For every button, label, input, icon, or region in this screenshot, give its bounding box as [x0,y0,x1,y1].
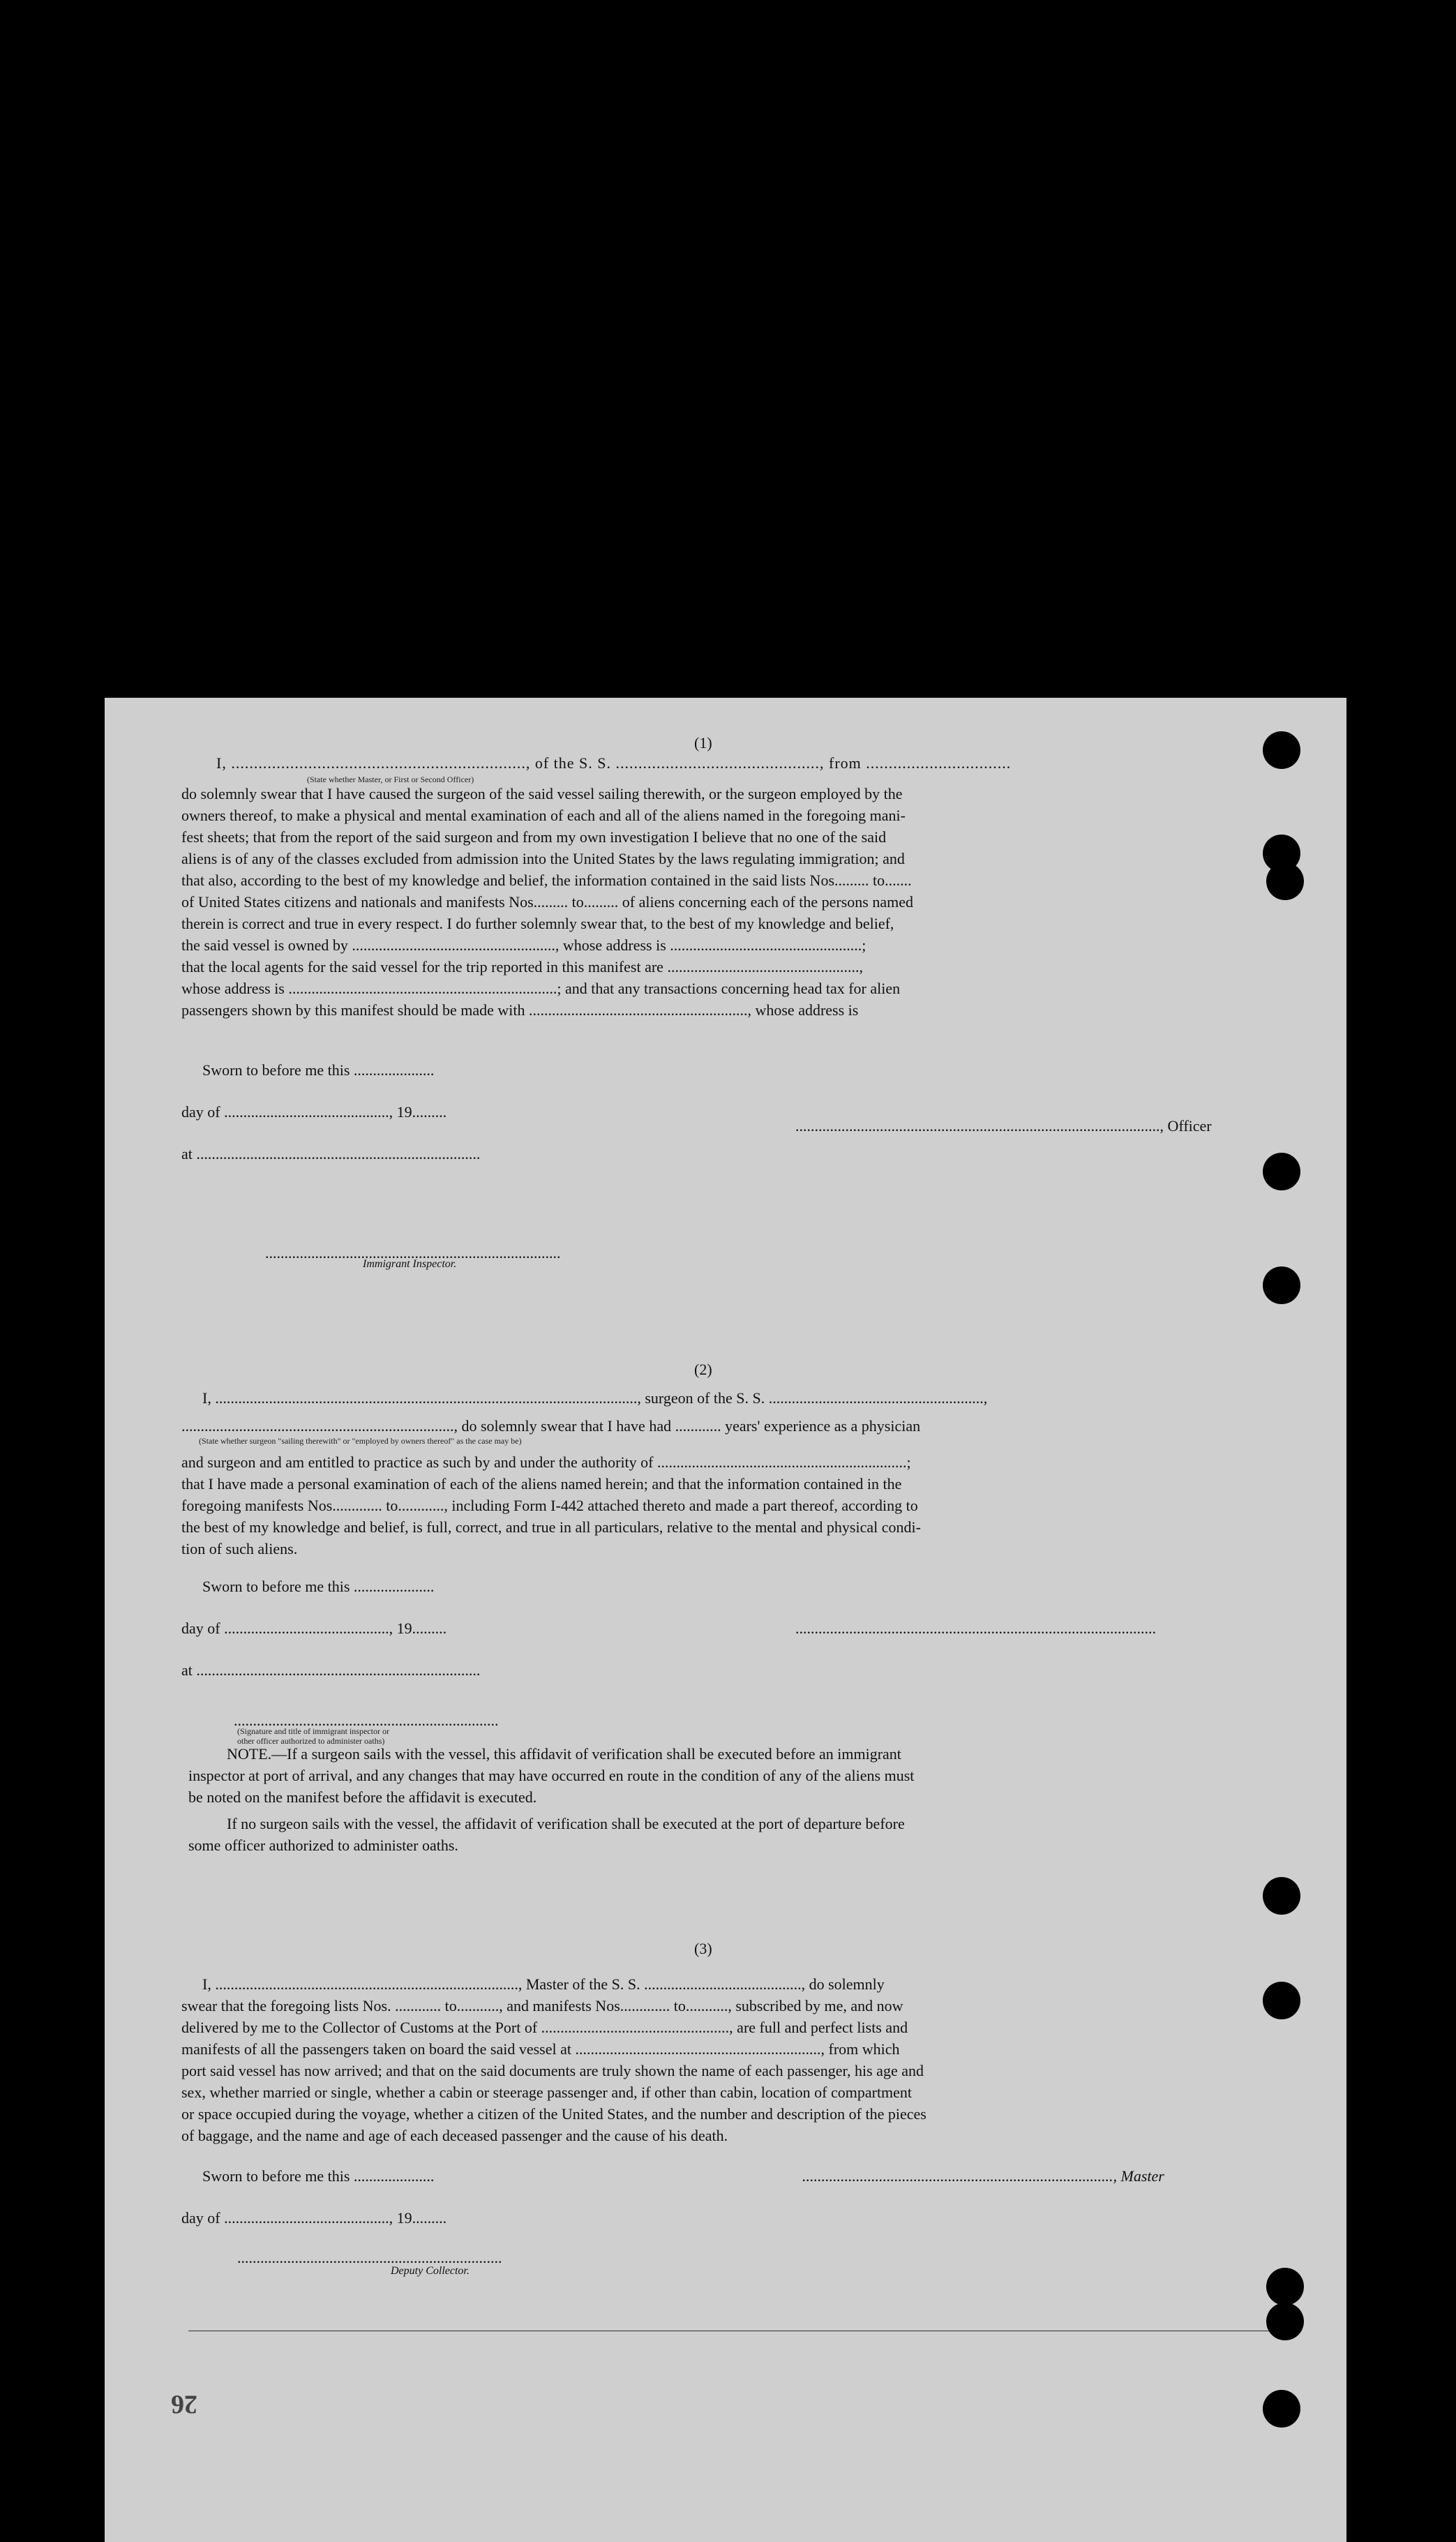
section2-oath-line: I, .............................................................................................................., surgeon of the S. S. ........................................................, [202,1389,988,1407]
section2-swear-line: ......................................................................., do solemnly swear that I have had ............ years' experience as a physician [181,1417,921,1435]
section1-line: therein is correct and true in every respect. I do further solemnly swear that, to the best of my knowledge and belief, [181,915,894,932]
binder-hole [1263,1982,1300,2019]
section2-line: tion of such aliens. [181,1540,298,1557]
binder-hole [1266,862,1304,900]
section3-line: manifests of all the passengers taken on board the said vessel at ................................................................, from which [181,2040,900,2058]
note-line: some officer authorized to administer oaths. [188,1837,458,1854]
section1-line: that the local agents for the said vessel for the trip reported in this manifest are .................................................., [181,958,863,975]
section3-line: I, ..............................................................................., Master of the S. S. ........................................., do solemnly [202,1975,885,1993]
section3-day: day of ..........................................., 19......... [181,2209,447,2227]
section1-line: owners thereof, to make a physical and mental examination of each and all of the aliens named in the foregoing mani- [181,807,906,824]
section1-line: aliens is of any of the classes excluded from admission into the United States by the laws regulating immigration; and [181,850,905,867]
section3-collector-label: Deputy Collector. [391,2265,470,2277]
section1-line: the said vessel is owned by ....................................................., whose address is ..................................................; [181,936,866,954]
section3-line: delivered by me to the Collector of Customs at the Port of ................................................., are full and perfect lists and [181,2019,908,2036]
section2-surgeon-note: (State whether surgeon "sailing therewith" or "employed by owners thereof" as the case may be) [199,1436,522,1446]
section3-line: of baggage, and the name and age of each deceased passenger and the cause of his death. [181,2127,728,2144]
binder-hole [1263,731,1300,769]
section1-at: at .......................................................................... [181,1145,481,1162]
section1-line: do solemnly swear that I have caused the surgeon of the said vessel sailing therewith, or the surgeon employed by the [181,785,903,802]
section2-signature-note-2: other officer authorized to administer oaths) [237,1736,385,1746]
section3-line: port said vessel has now arrived; and that on the said documents are truly shown the name of each passenger, his age and [181,2062,924,2079]
section1-inspector-label: Immigrant Inspector. [363,1258,457,1270]
note-line: be noted on the manifest before the affidavit is executed. [188,1788,537,1806]
note-line: inspector at port of arrival, and any changes that may have occurred en route in the condition of any of the aliens must [188,1767,915,1784]
section2-inspector-line: ..................................................................... [234,1712,499,1729]
section3-collector-line: ..................................................................... [237,2249,502,2266]
binder-hole [1266,2268,1304,2305]
section1-day: day of ..........................................., 19......... [181,1103,447,1121]
section3-line: or space occupied during the voyage, whether a citizen of the United States, and the number and description of the pieces [181,2105,926,2123]
section1-line: passengers shown by this manifest should be made with ........................................................., whose address is [181,1001,859,1019]
section1-line: fest sheets; that from the report of the said surgeon and from my own investigation I believe that no one of the said [181,828,887,846]
section2-line: that I have made a personal examination of each of the aliens named herein; and that the information contained in the [181,1475,902,1493]
binder-hole [1263,1877,1300,1915]
section3-sworn: Sworn to before me this ..................... [202,2167,435,2185]
section2-signature-note-1: (Signature and title of immigrant inspector or [237,1726,389,1736]
section1-sworn: Sworn to before me this ..................... [202,1061,435,1079]
section2-signature-line: .............................................................................................. [795,1620,1156,1637]
note-line: NOTE.—If a surgeon sails with the vessel, this affidavit of verification shall be executed before an immigrant [227,1745,901,1763]
section1-line: that also, according to the best of my knowledge and belief, the information contained in the said lists Nos......... to....... [181,872,912,889]
section3-master: ................................................................................., Master [802,2167,1164,2185]
section3-line: sex, whether married or single, whether a cabin or steerage passenger and, if other than cabin, location of compartment [181,2084,913,2101]
section1-officer-note: (State whether Master, or First or Second Officer) [307,775,474,784]
page-number: 26 [171,2389,197,2419]
section2-day: day of ..........................................., 19......... [181,1620,447,1637]
binder-hole [1263,2390,1300,2428]
section1-officer: ..............................................................................................., Officer [795,1117,1212,1135]
section2-sworn: Sworn to before me this ..................... [202,1578,435,1595]
section1-line: whose address is ......................................................................; and that any transactions concerning head tax for alien [181,980,901,997]
section2-line: and surgeon and am entitled to practice as such by and under the authority of .................................................................; [181,1453,911,1471]
binder-hole [1263,1153,1300,1190]
section3-number: (3) [694,1940,712,1957]
section1-line: of United States citizens and nationals and manifests Nos......... to......... of aliens concerning each of the persons named [181,893,914,911]
section2-number: (2) [694,1361,712,1378]
section1-inspector-line: ............................................................................. [265,1244,561,1262]
section2-line: foregoing manifests Nos............. to............, including Form I-442 attached thereto and made a part thereof, according to [181,1497,918,1514]
note-line: If no surgeon sails with the vessel, the affidavit of verification shall be executed at the port of departure before [227,1815,905,1832]
section3-line: swear that the foregoing lists Nos. ............ to..........., and manifests Nos............. to..........., subscribed by me, and now [181,1997,903,2014]
section1-oath-line: I, ................................................................., of the S. S. ............................................., from ................................ [216,754,1012,772]
section2-at: at .......................................................................... [181,1661,481,1679]
manifest-page [105,698,1346,2542]
section2-line: the best of my knowledge and belief, is full, correct, and true in all particulars, relative to the mental and physical condi- [181,1518,921,1536]
binder-hole [1263,1266,1300,1304]
binder-hole [1266,2303,1304,2340]
section1-number: (1) [694,734,712,752]
